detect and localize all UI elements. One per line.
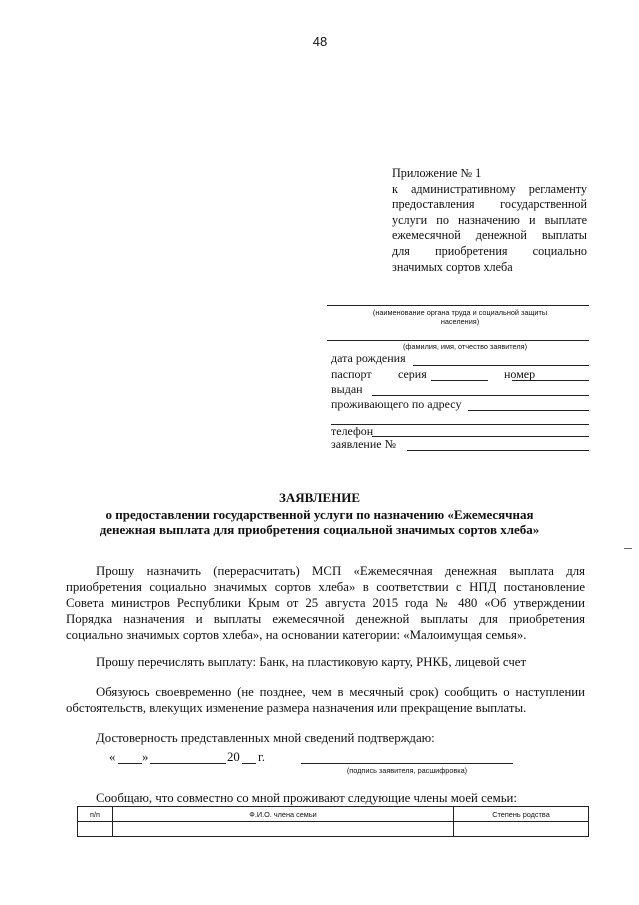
family-intro: Сообщаю, что совместно со мной проживают следующие члены моей семьи: — [96, 791, 517, 805]
document-subtitle-2: денежная выплата для приобретения социальной значимых сортов хлеба» — [99, 522, 540, 537]
date-close-quote: » — [142, 750, 149, 764]
application-no-label: заявление № — [331, 437, 397, 451]
phone-field[interactable] — [372, 436, 589, 437]
margin-mark — [624, 548, 632, 549]
table-cell[interactable] — [113, 822, 454, 837]
table-cell[interactable] — [78, 822, 113, 837]
number-label: номер — [504, 367, 536, 381]
page-number: 48 — [312, 34, 328, 49]
passport-label: паспорт — [331, 367, 372, 381]
col-header-number: п/п — [78, 807, 113, 822]
appendix-block — [392, 166, 587, 275]
paragraph-obligation-line: обстоятельств, влекущих изменение размера назначения или прекращение выплаты. — [66, 701, 527, 715]
document-heading: ЗАЯВЛЕНИЕ — [278, 490, 361, 505]
appendix-line: услуги по назначению и выплате — [392, 212, 587, 227]
paragraph-obligation-line: Обязуюсь своевременно (не позднее, чем в месячный срок) сообщить о наступлении — [96, 685, 585, 699]
paragraph-request-line: Порядка назначения и выплаты ежемесячной денежной выплаты для приобретения — [66, 612, 585, 626]
org-line[interactable] — [327, 305, 589, 306]
paragraph-obligation — [66, 684, 585, 716]
phone-label: телефон — [331, 424, 374, 438]
document-subtitle-1: о предоставлении государственной услуги по назначению «Ежемесячная — [105, 507, 534, 522]
number-field[interactable] — [512, 380, 589, 381]
signature-caption: (подпись заявителя, расшифровка) — [346, 766, 468, 775]
birth-date-label: дата рождения — [331, 351, 406, 365]
paragraph-confirmation: Достоверность представленных мной сведений подтверждаю: — [96, 731, 435, 745]
series-label: серия — [398, 367, 427, 381]
table-row[interactable] — [78, 822, 589, 837]
appendix-line: ежемесячной денежной выплаты — [392, 228, 587, 243]
issued-label: выдан — [331, 382, 363, 396]
col-header-relation: Степень родства — [454, 807, 589, 822]
address-field[interactable] — [468, 410, 589, 411]
birth-date-field[interactable] — [413, 365, 589, 366]
year-prefix: 20 — [227, 750, 240, 764]
paragraph-request-line: Прошу назначить (перерасчитать) МСП «Ежемесячная денежная выплата для — [96, 564, 585, 578]
table-cell[interactable] — [454, 822, 589, 837]
name-line[interactable] — [327, 340, 589, 341]
signature-field[interactable] — [301, 763, 513, 764]
application-no-field[interactable] — [407, 450, 589, 451]
appendix-line: предоставления государственной — [392, 197, 587, 212]
paragraph-request-line: социально значимых сортов хлеба», на основании категории: «Малоимущая семья». — [66, 628, 527, 642]
day-field[interactable] — [118, 763, 142, 764]
date-open-quote: « — [109, 750, 116, 764]
year-field[interactable] — [242, 763, 256, 764]
address-label: проживающего по адресу — [331, 397, 462, 411]
appendix-line: значимых сортов хлеба — [392, 259, 513, 274]
org-caption: (наименование органа труда и социальной защиты населения) — [372, 308, 548, 326]
paragraph-request-line: приобретения социально значимых сортов хлеба» в соответствии с НПД постановление — [66, 580, 585, 594]
paragraph-request-line: Совета министров Республики Крым от 25 августа 2015 года № 480 «Об утверждении — [66, 596, 585, 610]
paragraph-request — [66, 563, 585, 643]
appendix-line: Приложение № 1 — [392, 166, 482, 180]
family-table — [77, 806, 589, 837]
issued-field[interactable] — [372, 395, 589, 396]
year-suffix: г. — [258, 750, 266, 764]
col-header-name: Ф.И.О. члена семьи — [113, 807, 454, 822]
table-header-row — [78, 807, 589, 822]
series-field[interactable] — [431, 380, 488, 381]
month-field[interactable] — [150, 763, 226, 764]
appendix-line: к административному регламенту — [392, 181, 587, 196]
name-caption: (фамилия, имя, отчество заявителя) — [402, 342, 527, 351]
appendix-line: для приобретения социально — [392, 243, 587, 258]
paragraph-payment: Прошу перечислять выплату: Банк, на пластиковую карту, РНКБ, лицевой счет — [96, 655, 527, 669]
